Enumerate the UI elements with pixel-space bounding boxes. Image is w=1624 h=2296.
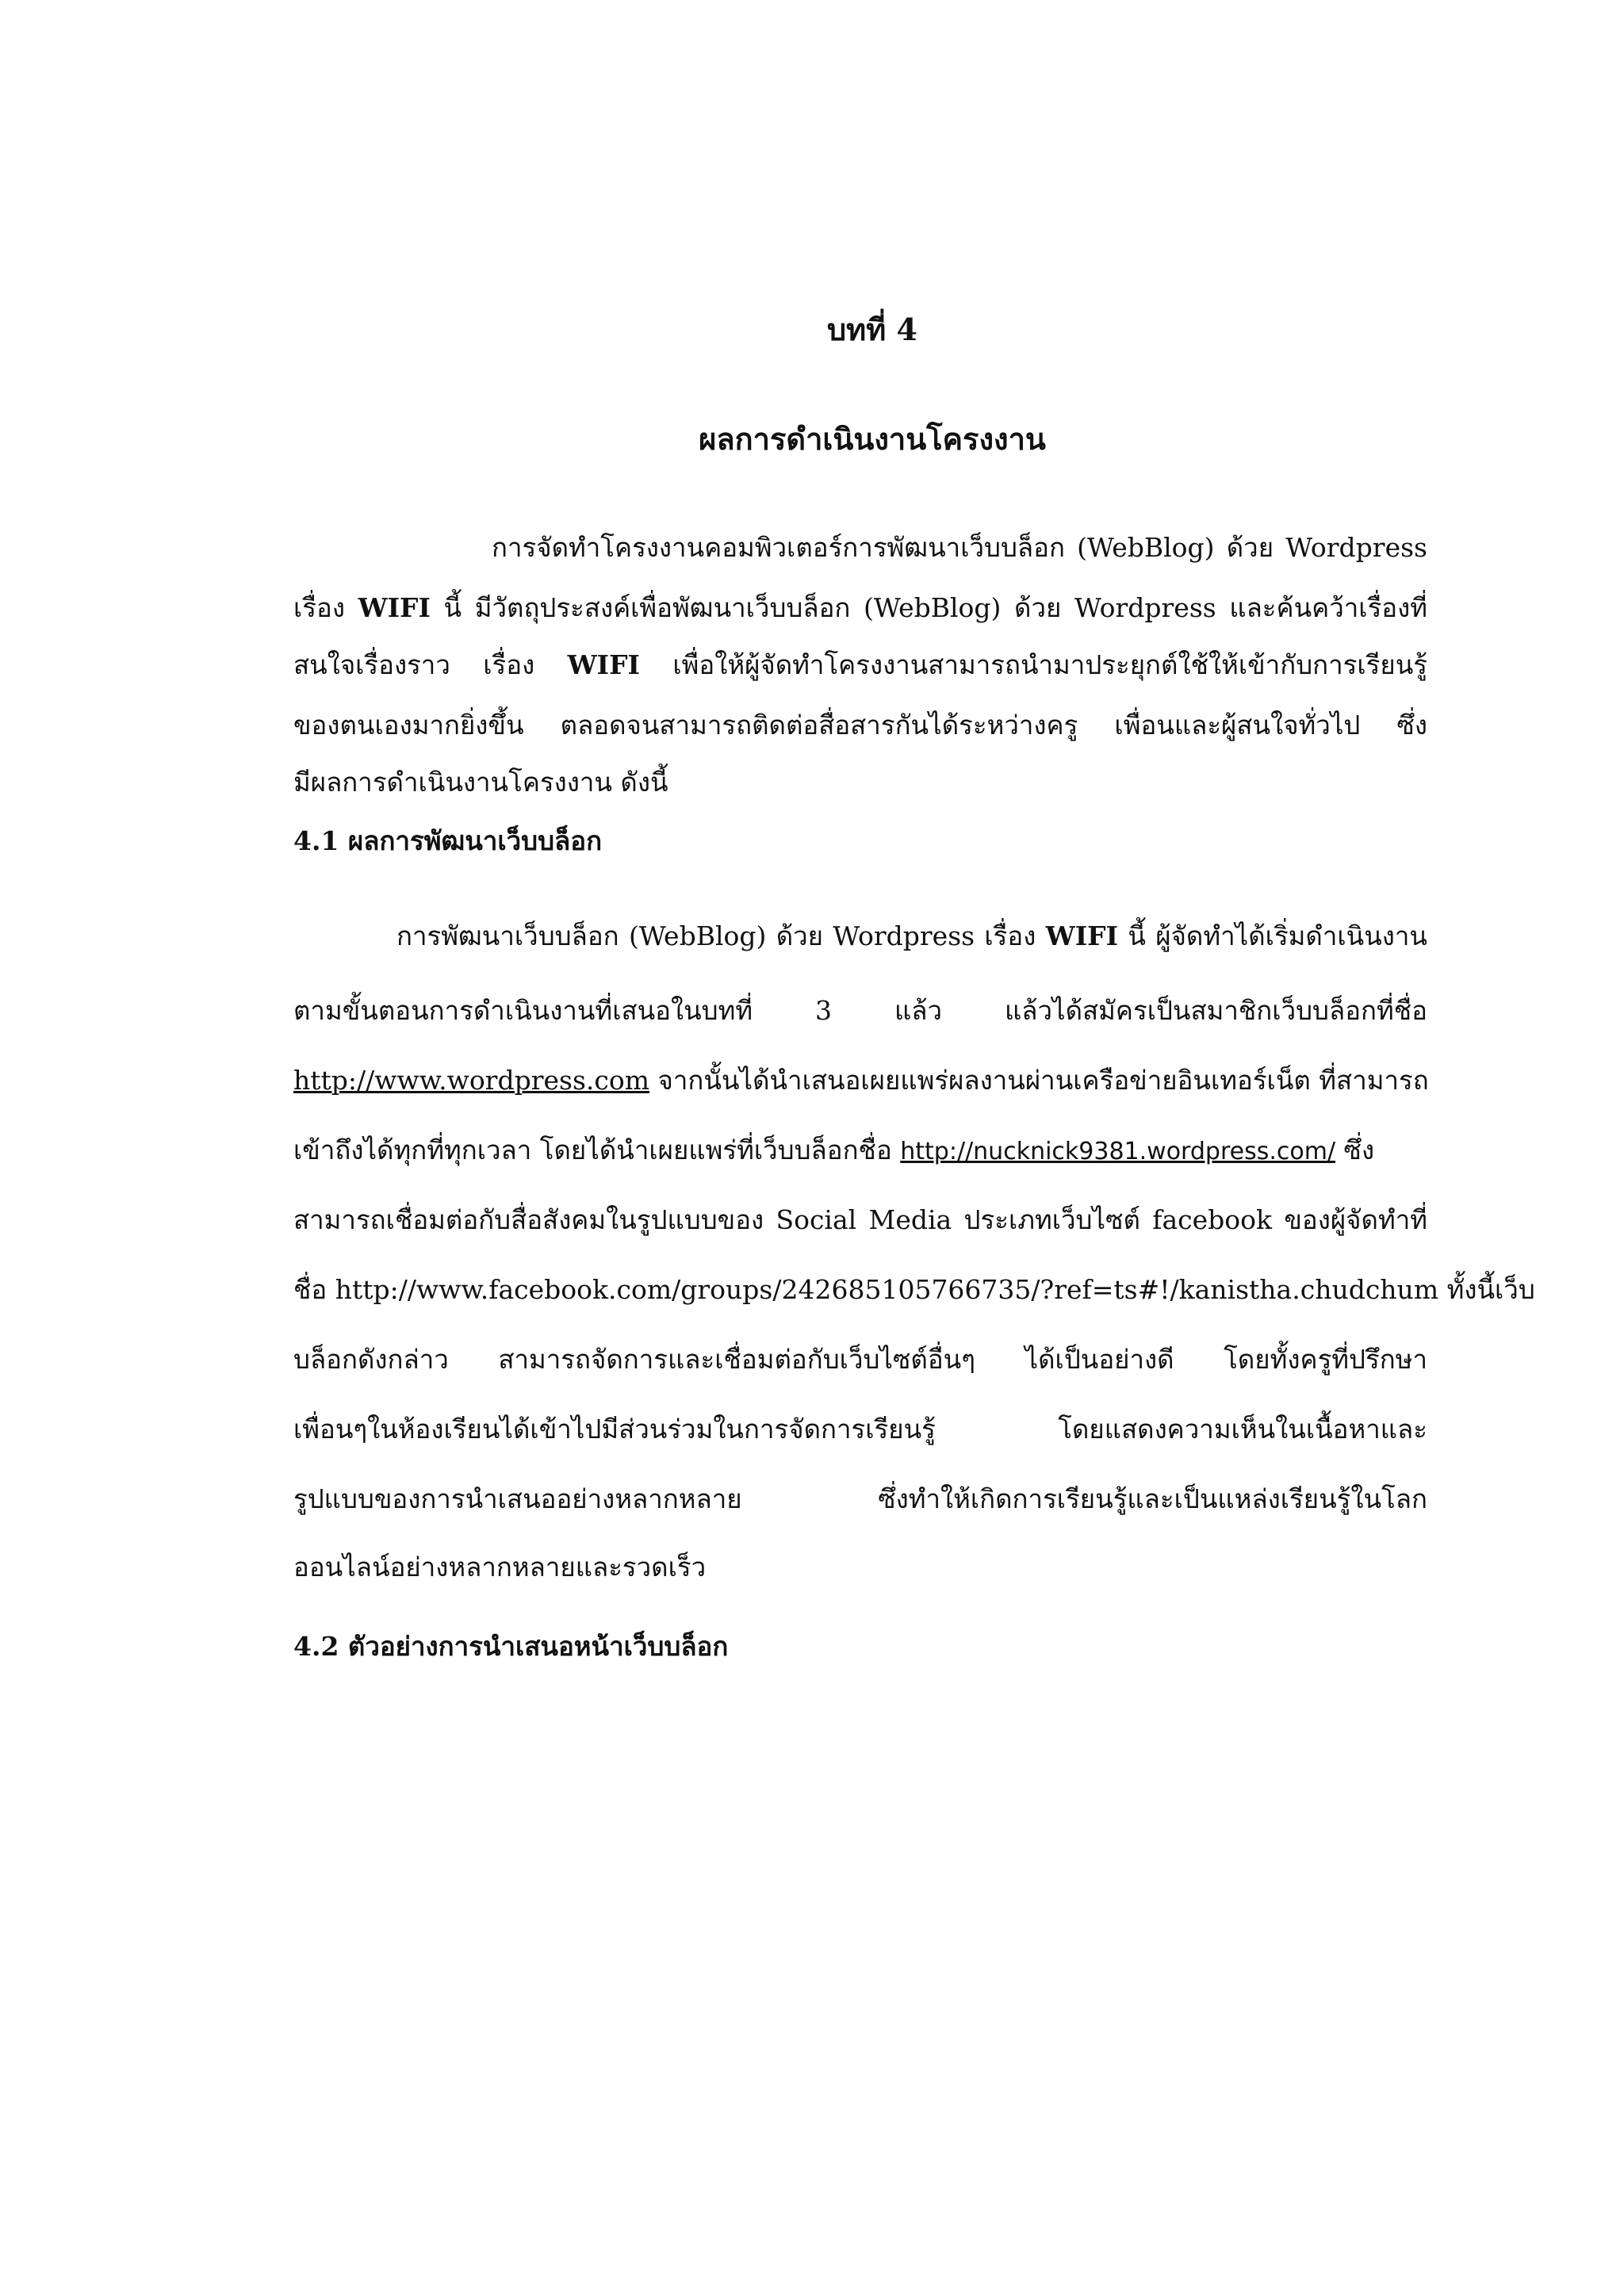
section-heading-4-1: 4.1 ผลการพัฒนาเว็บบล็อก: [293, 825, 603, 856]
section1-line-8: เพื่อนๆในห้องเรียนได้เข้าไปมีส่วนร่วมในการจัดการเรียนรู้ โดยแสดงความเห็นในเนื้อหาและ: [293, 1414, 1427, 1445]
section1-line-4: [293, 1131, 1427, 1172]
section1-line-1-rest: นี้ ผู้จัดทำได้เริ่มดำเนินงาน: [1118, 920, 1427, 951]
section1-wifi-bold: WIFI: [1045, 920, 1119, 951]
section1-line-4-end: ซึ่ง: [1335, 1135, 1375, 1165]
section1-line-5: สามารถเชื่อมต่อกับสื่อสังคมในรูปแบบของ Social Media ประเภทเว็บไซต์ facebook ของผู้จัดทำที่: [293, 1204, 1427, 1235]
intro-wifi-bold-2: WIFI: [567, 649, 640, 680]
section1-line-1-text: การพัฒนาเว็บบล็อก (WebBlog) ด้วย Wordpress เรื่อง: [396, 920, 1046, 951]
section1-line-6: ชื่อ http://www.facebook.com/groups/242685105766735/?ref=ts#!/kanistha.chudchum ทั้งนี้เว็บ: [293, 1274, 1535, 1305]
intro-line-4: ของตนเองมากยิ่งขึ้น ตลอดจนสามารถติดต่อสื่อสารกันได้ระหว่างครู เพื่อนและผู้สนใจทั่วไป ซึ่ง: [293, 710, 1427, 740]
section1-line-4-text: เข้าถึงได้ทุกที่ทุกเวลา โดยได้นำเผยแพร่ที่เว็บบล็อกชื่อ: [293, 1135, 901, 1165]
section1-line-3-rest: จากนั้นได้นำเสนอเผยแพร่ผลงานผ่านเครือข่ายอินเทอร์เน็ต ที่สามารถ: [649, 1065, 1429, 1096]
intro-line-1: การจัดทำโครงงานคอมพิวเตอร์การพัฒนาเว็บบล็อก (WebBlog) ด้วย Wordpress: [492, 532, 1427, 563]
section1-line-3: [293, 1061, 1427, 1100]
section-heading-4-2: 4.2 ตัวอย่างการนำเสนอหน้าเว็บบล็อก: [293, 1631, 729, 1662]
intro-wifi-bold: WIFI: [358, 592, 431, 623]
chapter-number: บทที่ 4: [827, 312, 917, 347]
intro-line-5: มีผลการดำเนินงานโครงงาน ดังนี้: [293, 767, 668, 798]
section1-line-9: รูปแบบของการนำเสนออย่างหลากหลาย ซึ่งทำให้เกิดการเรียนรู้และเป็นแหล่งเรียนรู้ในโลก: [293, 1483, 1427, 1514]
section1-line-10: ออนไลน์อย่างหลากหลายและรวดเร็ว: [293, 1552, 707, 1582]
section1-line-7: บล็อกดังกล่าว สามารถจัดการและเชื่อมต่อกับเว็บไซต์อื่นๆ ได้เป็นอย่างดี โดยทั้งครูที่ปรึกษา: [293, 1344, 1427, 1375]
intro-line-2-text: เรื่อง: [293, 592, 358, 623]
blog-link[interactable]: http://nucknick9381.wordpress.com/: [900, 1138, 1336, 1165]
intro-line-3-text: สนใจเรื่องราว เรื่อง: [293, 649, 568, 680]
wordpress-link[interactable]: http://www.wordpress.com: [293, 1065, 650, 1096]
section1-line-1: [396, 916, 1427, 956]
section1-line-2: ตามขั้นตอนการดำเนินงานที่เสนอในบทที่ 3 แล้ว แล้วได้สมัครเป็นสมาชิกเว็บบล็อกที่ชื่อ: [293, 995, 1427, 1026]
intro-line-2: [293, 588, 1427, 628]
chapter-title: ผลการดำเนินงานโครงงาน: [699, 421, 1046, 457]
intro-line-3-rest: เพื่อให้ผู้จัดทำโครงงานสามารถนำมาประยุกต์ใช้ให้เข้ากับการเรียนรู้: [639, 649, 1428, 680]
intro-line-3: [293, 645, 1427, 685]
intro-line-2-rest: นี้ มีวัตถุประสงค์เพื่อพัฒนาเว็บบล็อก (WebBlog) ด้วย Wordpress และค้นคว้าเรื่องที่: [430, 592, 1427, 623]
